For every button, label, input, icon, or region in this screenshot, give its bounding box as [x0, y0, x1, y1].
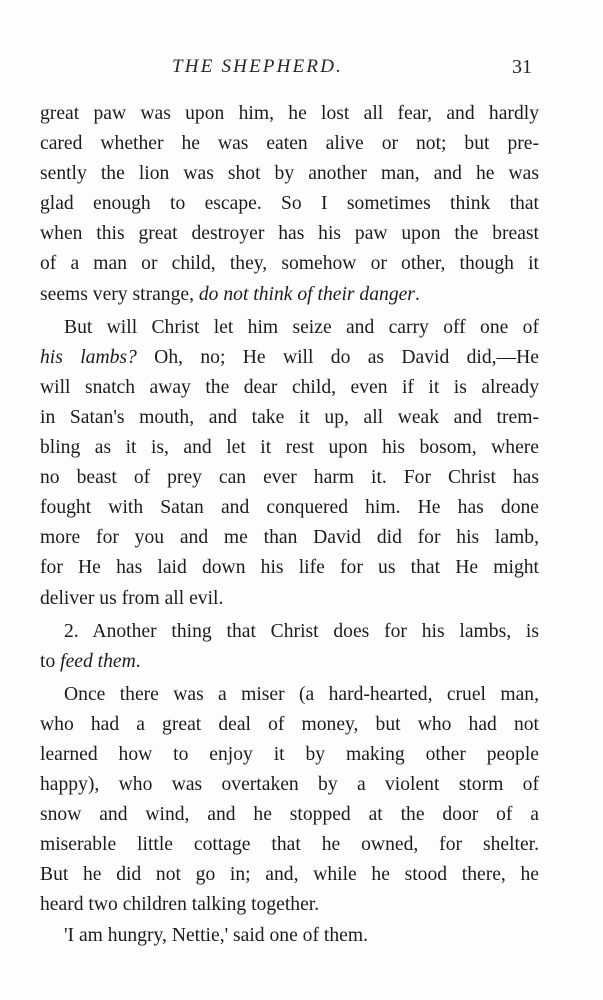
running-title: THE SHEPHERD.	[172, 56, 344, 77]
text-line: snow and wind, and he stopped at the door of a	[40, 804, 539, 826]
text-line: bling as it is, and let it rest upon his bosom, where	[40, 437, 539, 459]
text-line: happy), who was overtaken by a violent storm of	[40, 774, 539, 796]
italic-phrase: do not think of their danger	[198, 283, 415, 305]
page-number: 31	[512, 56, 532, 78]
body-text	[40, 99, 539, 951]
text-line: for He has laid down his life for us that He might	[40, 557, 539, 579]
text-line: heard two children talking together.	[40, 894, 320, 916]
text-line: sently the lion was shot by another man, and he was	[40, 163, 539, 185]
text-line: cared whether he was eaten alive or not; but pre-	[40, 133, 539, 155]
text-line: miserable little cottage that he owned, for shelter.	[40, 834, 539, 856]
text-line: But he did not go in; and, while he stood there, he	[40, 864, 539, 886]
text-line: will snatch away the dear child, even if it is already	[40, 376, 539, 398]
text-line: his lambs? Oh, no; He will do as David did,—He	[40, 346, 539, 368]
text-line: deliver us from all evil.	[40, 587, 224, 609]
italic-phrase: his lambs?	[40, 346, 137, 368]
text-line: 'I am hungry, Nettie,' said one of them.	[64, 924, 368, 946]
text-line: seems very strange, do not think of their danger.	[40, 283, 420, 305]
text-line: great paw was upon him, he lost all fear, and hardly	[40, 103, 539, 124]
running-head	[0, 56, 603, 86]
text-line: fought with Satan and conquered him. He has done	[40, 497, 539, 519]
italic-phrase: feed them	[60, 650, 136, 672]
text-line: Once there was a miser (a hard-hearted, cruel man,	[64, 683, 539, 705]
text-line: learned how to enjoy it by making other people	[40, 743, 539, 765]
text-line: of a man or child, they, somehow or other, though it	[40, 253, 539, 275]
text-line: in Satan's mouth, and take it up, all weak and trem-	[40, 406, 539, 428]
text-line: to feed them.	[40, 650, 141, 672]
text-line: 2. Another thing that Christ does for his lambs, is	[64, 620, 539, 642]
text-line: more for you and me than David did for his lamb,	[40, 527, 539, 549]
text-line: But will Christ let him seize and carry off one of	[64, 316, 539, 338]
text-line: glad enough to escape. So I sometimes think that	[40, 193, 539, 215]
text-line: no beast of prey can ever harm it. For Christ has	[40, 467, 539, 489]
text-line: when this great destroyer has his paw upon the breast	[40, 223, 539, 245]
text-line: who had a great deal of money, but who had not	[40, 713, 539, 735]
